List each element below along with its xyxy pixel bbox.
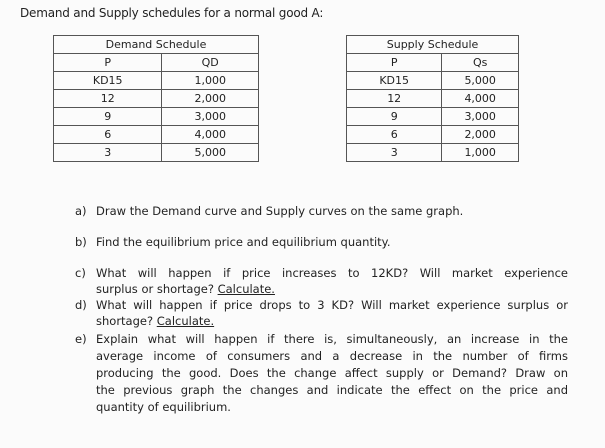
table-cell: KD15 (347, 72, 442, 90)
question-text: Find the equilibrium price and equilibrium quantity. (96, 235, 391, 249)
table-row (54, 90, 259, 108)
table-row (347, 90, 519, 108)
supply-header-qs: Qs (442, 54, 519, 72)
table-cell: 2,000 (442, 126, 519, 144)
calculate-link: Calculate. (217, 282, 275, 296)
question-label: d) (75, 298, 87, 312)
table-cell: 12 (347, 90, 442, 108)
table-row (54, 72, 259, 90)
question-text: average income of consumers and a decrease in the number of firms (96, 349, 568, 363)
supply-caption: Supply Schedule (347, 36, 519, 54)
question-text: What will happen if price drops to 3 KD? Will market experience surplus or (96, 298, 568, 312)
table-row (347, 126, 519, 144)
question-b (75, 234, 391, 250)
demand-caption: Demand Schedule (54, 36, 259, 54)
table-cell: 3 (347, 144, 442, 162)
question-label: e) (75, 332, 87, 346)
table-cell: 6 (54, 126, 162, 144)
supply-header-p: P (347, 54, 442, 72)
table-cell: 4,000 (162, 126, 259, 144)
table-cell: 1,000 (442, 144, 519, 162)
table-row (54, 108, 259, 126)
question-label: a) (75, 204, 87, 218)
question-text: quantity of equilibrium. (96, 400, 231, 414)
table-row (347, 144, 519, 162)
table-cell: 12 (54, 90, 162, 108)
table-cell: 6 (347, 126, 442, 144)
question-text: surplus or shortage? (96, 282, 214, 296)
table-cell: KD15 (54, 72, 162, 90)
question-label: b) (75, 235, 87, 249)
question-text: the previous graph the changes and indicate the effect on the price and (96, 383, 568, 397)
table-cell: 4,000 (442, 90, 519, 108)
table-row (54, 126, 259, 144)
question-text: Explain what will happen if there is, simultaneously, an increase in the (96, 332, 568, 346)
table-cell: 3,000 (162, 108, 259, 126)
table-cell: 2,000 (162, 90, 259, 108)
table-row (347, 108, 519, 126)
question-text: producing the good. Does the change affect supply or Demand? Draw on (96, 366, 568, 380)
question-text: What will happen if price increases to 12KD? Will market experience (96, 266, 568, 280)
question-e (75, 331, 568, 416)
table-row (347, 72, 519, 90)
table-cell: 1,000 (162, 72, 259, 90)
demand-schedule-table (53, 35, 259, 162)
demand-header-qd: QD (162, 54, 259, 72)
page-title: Demand and Supply schedules for a normal good A: (20, 6, 324, 20)
question-label: c) (75, 266, 86, 280)
supply-schedule-table (346, 35, 519, 162)
question-a (75, 203, 463, 219)
table-cell: 3,000 (442, 108, 519, 126)
table-cell: 3 (54, 144, 162, 162)
table-cell: 9 (347, 108, 442, 126)
table-cell: 9 (54, 108, 162, 126)
demand-header-p: P (54, 54, 162, 72)
question-text: Draw the Demand curve and Supply curves on the same graph. (96, 204, 464, 218)
question-text: shortage? (96, 314, 154, 328)
question-d (75, 297, 568, 329)
calculate-link: Calculate. (156, 314, 215, 328)
table-row (54, 144, 259, 162)
question-c (75, 265, 568, 297)
table-cell: 5,000 (442, 72, 519, 90)
table-cell: 5,000 (162, 144, 259, 162)
